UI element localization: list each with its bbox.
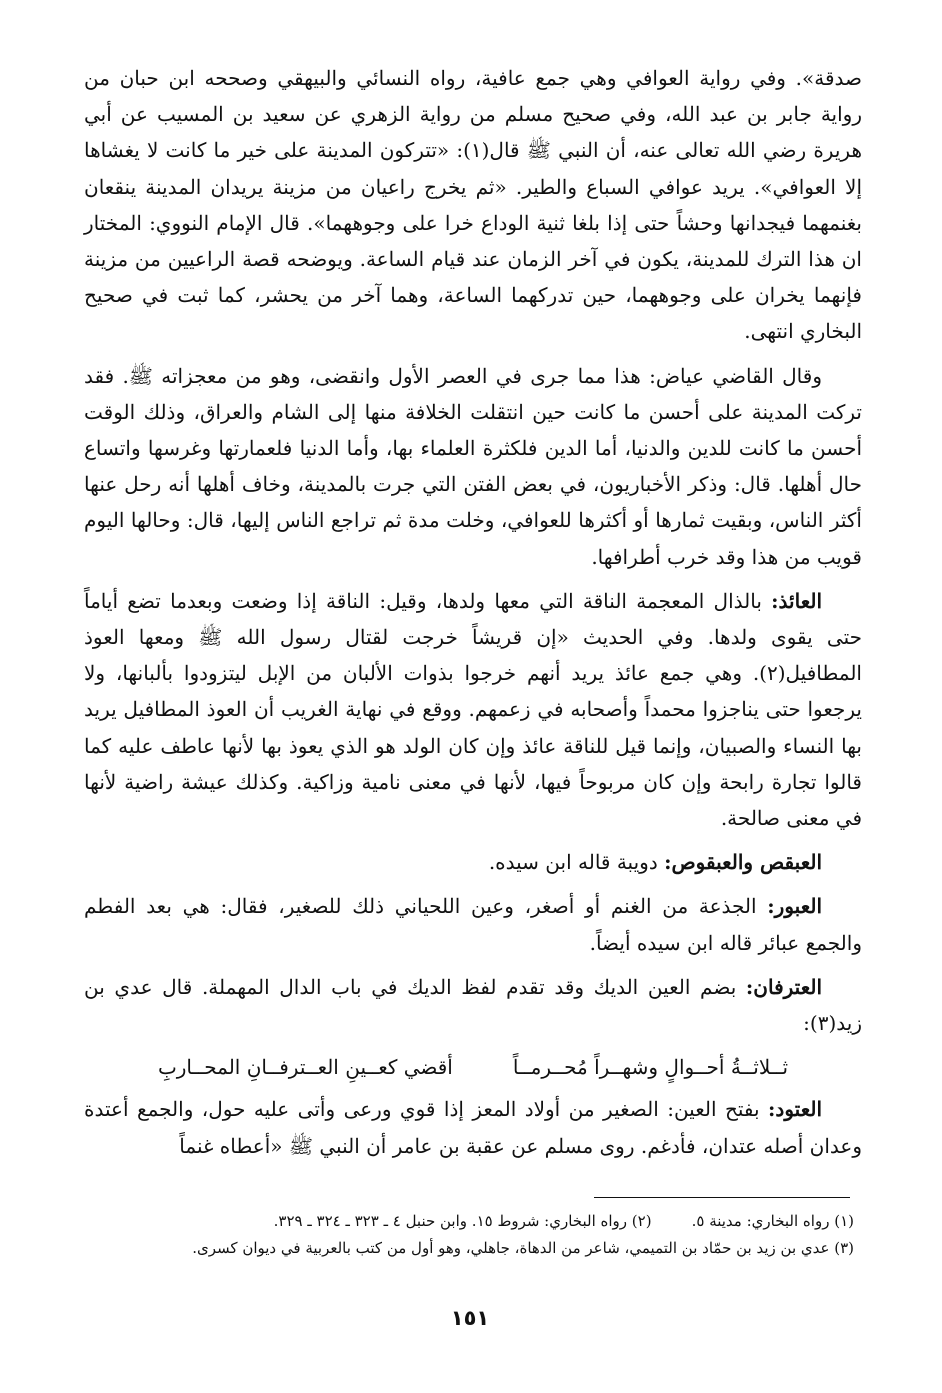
entry-text: الجذعة من الغنم أو أصغر، وعين اللحياني ذلك للصغير، فقال: هي بعد الفطم والجمع عبائر قاله ابن سيده أيضاً. <box>84 894 862 955</box>
footnote-row <box>84 1208 854 1235</box>
paragraph-5 <box>84 888 862 960</box>
paragraph-1: صدقة». وفي رواية العوافي وهي جمع عافية، رواه النسائي والبيهقي وصححه ابن حبان من رواية جابر بن عبد الله، وفي صحيح مسلم من رواية الزهري عن سعيد بن المسيب عن أبي هريرة رضي الله تعالى عنه، أن النبي ﷺ قال(١): «تتركون المدينة على خير ما كانت لا يغشاها إلا العوافي». يريد عوافي السباع والطير. «ثم يخرج راعيان من مزينة يريدان المدينة ينقعان بغنمهما فيجدانها وحشاً حتى إذا بلغا ثنية الوداع خرا على وجوههما». قال الإمام النووي: المختار ان هذا الترك للمدينة، يكون في آخر الزمان عند قيام الساعة. ويوضحه قصة الراعيين من مزينة فإنهما يخران على وجوههما، حين تدركهما الساعة، وهما آخر من يحشر، كما ثبت في صحيح البخاري انتهى. <box>84 66 862 344</box>
verse-hemistich-second: أقضي كعــينِ العــترفــانِ المحــاربِ <box>157 1055 453 1080</box>
footnote-2: (٢) رواه البخاري: شروط ١٥. وابن حنبل ٤ ـ ٣٢٣ ـ ٣٢٤ ـ ٣٢٩. <box>273 1212 652 1230</box>
footnote-3: (٣) عدي بن زيد بن حمّاد بن التميمي، شاعر من الدهاة، جاهلي، وهو أول من كتب بالعربية في ديوان كسرى. <box>192 1239 854 1257</box>
entry-text: بالذال المعجمة الناقة التي معها ولدها، وقيل: الناقة إذا وضعت وبعدما تضع أياماً حتى يقوى ولدها. وفي الحديث «إن قريشاً خرجت لقتال رسول الله ﷺ ومعها العوذ المطافيل(٢). وهي جمع عائذ يريد أنهم خرجوا بذوات الألبان من الإبل ليتزودوا بألبانها، ولا يرجعوا حتى يناجزوا محمداً وأصحابه في زعمهم. ووقع في نهاية الغريب أن العوذ المطافيل يريد بها النساء والصبيان، وإنما قيل للناقة عائذ وإن كان الولد هو الذي يعوذ بها لأنها عاطف عليه كما قالوا تجارة رابحة وإن كان مربوحاً فيها، لأنها في معنى نامية وزاكية. وكذلك عيشة راضية لأنها في معنى صالحة. <box>84 588 862 831</box>
entry-term: العبقص والعبقوص: <box>664 850 822 875</box>
paragraph-4 <box>84 844 862 880</box>
footnote-separator <box>594 1197 850 1198</box>
page-number: ١٥١ <box>450 1306 490 1330</box>
entry-text: بضم العين الديك وقد تقدم لفظ الديك في باب الدال المهملة. قال عدي بن زيد(٣): <box>84 974 862 1036</box>
entry-term: العبور: <box>767 894 823 919</box>
main-text <box>84 60 862 1172</box>
entry-text: دويبة قاله ابن سيده. <box>488 850 658 875</box>
entry-text: بفتح العين: الصغير من أولاد المعز إذا قوي ورعى وأتى عليه حول، والجمع أعتدة وعدان أصله عتدان، فأدغم. روى مسلم عن عقبة بن عامر أن النبي ﷺ «أعطاه غنماً <box>84 1097 862 1158</box>
poetry-verse <box>84 1049 862 1085</box>
footnote-1: (١) رواه البخاري: مدينة ٥. <box>691 1212 854 1230</box>
entry-term: العتود: <box>768 1097 823 1122</box>
paragraph-3 <box>84 583 862 836</box>
paragraph-2: وقال القاضي عياض: هذا مما جرى في العصر الأول وانقضى، وهو من معجزاته ﷺ. فقد تركت المدينة على أحسن ما كانت حين انتقلت الخلافة منها إلى الشام والعراق، وذلك الوقت أحسن ما كانت للدين والدنيا، أما الدين فلكثرة العلماء بها، وأما الدنيا فلعمارتها وغرسها واتساع حال أهلها. قال: وذكر الأخباريون، في بعض الفتن التي جرت بالمدينة، وخاف أهلها أنه رحل عنها أكثر الناس، وبقيت ثمارها أو أكثرها للعوافي، وخلت مدة ثم تراجع الناس إليها، قال: وحالها اليوم قويب من هذا وقد خرب أطرافها. <box>84 363 863 569</box>
paragraph-6 <box>84 969 862 1041</box>
verse-hemistich-first: ثــلاثــةُ أحــوالٍ وشهــراً مُحــرمــاً <box>512 1055 789 1080</box>
entry-term: العترفان: <box>745 974 823 999</box>
footnotes <box>84 1208 854 1262</box>
entry-term: العائذ: <box>771 588 822 613</box>
paragraph-7 <box>84 1091 862 1163</box>
